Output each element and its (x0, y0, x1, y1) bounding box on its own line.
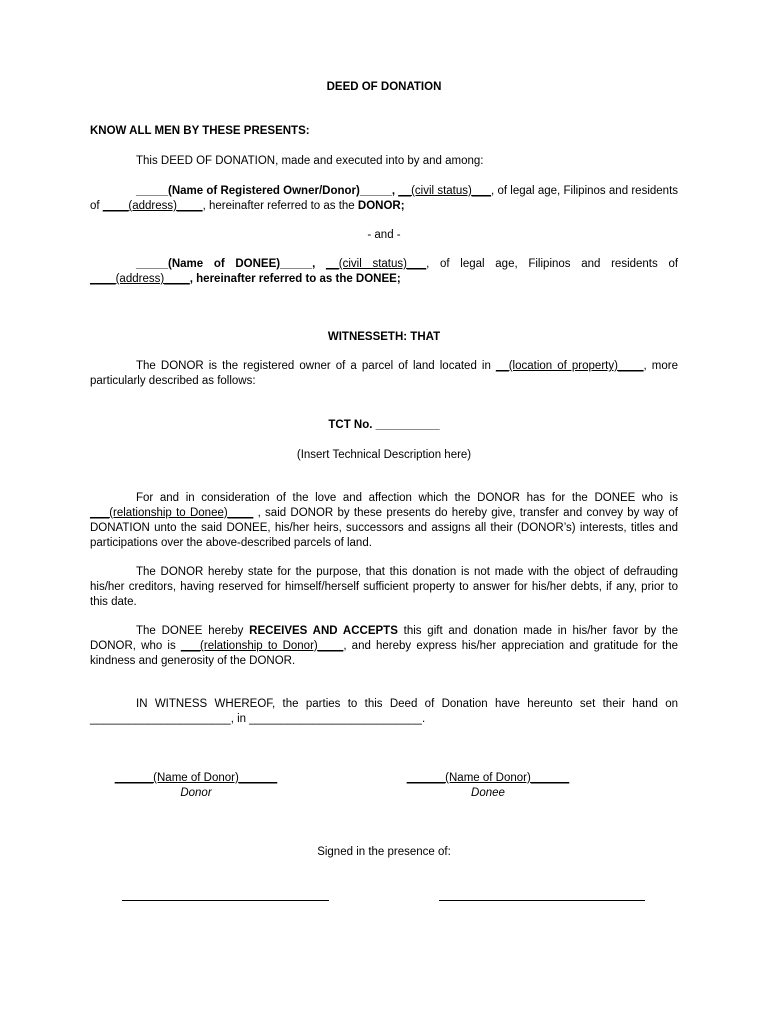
opening-line: KNOW ALL MEN BY THESE PRESENTS: (90, 125, 310, 137)
donor-signature-name: ______(Name of Donor)______ (114, 772, 278, 784)
tct-number: TCT No. __________ (328, 419, 440, 431)
donor-signature-block (86, 771, 306, 801)
purpose-paragraph: The DONOR hereby state for the purpose, that this donation is not made with the object of defrauding his/her creditors, having reserved for himself/herself sufficient property to answer for his/her debts, if any, prior to this date. (90, 566, 678, 608)
donor-signature-role: Donor (180, 787, 212, 799)
donee-signature-role: Donee (471, 787, 505, 799)
acceptance-paragraph: The DONEE hereby RECEIVES AND ACCEPTS this gift and donation made in his/her favor by the DONOR, who is ___(relationship to Donor)____, and hereby express his/her appreciation and gratitude for the kindness and generosity of the DONOR. (90, 625, 678, 667)
donee-party-paragraph: _____(Name of DONEE)_____, __(civil status)___, of legal age, Filipinos and residents of ____(address)____, hereinafter referred to as the DONEE; (90, 258, 679, 285)
date-blank: ______________________ (90, 713, 231, 725)
witness-signature-line-right (439, 900, 645, 901)
place-blank: ___________________________ (249, 713, 422, 725)
consideration-paragraph: For and in consideration of the love and affection which the DONOR has for the DONEE who is ___(relationship to Donee)____ , said DONOR by these presents do hereby give, transfer and convey by way of DONATION unto the said DONEE, his/her heirs, successors and assigns all their (DONOR’s) interests, titles and participations over the above-described parcels of land. (90, 492, 679, 549)
document-title: DEED OF DONATION (326, 81, 442, 93)
witnesseth-heading: WITNESSETH: THAT (327, 331, 441, 343)
technical-description: (Insert Technical Description here) (296, 449, 472, 461)
donor-party-paragraph: _____(Name of Registered Owner/Donor)_____, __(civil status)___, of legal age, Filipinos and residents of ____(address)____, hereinafter referred to as the DONOR; (90, 185, 679, 212)
donee-signature-name: ______(Name of Donor)______ (406, 772, 570, 784)
witness-signature-line-left (122, 900, 329, 901)
presence-line: Signed in the presence of: (317, 846, 451, 858)
witness-paragraph: IN WITNESS WHEREOF, the parties to this Deed of Donation have hereunto set their hand on ______________________, in ___________________________. (90, 698, 678, 725)
property-paragraph: The DONOR is the registered owner of a parcel of land located in __(location of property)____, more particularly described as follows: (90, 360, 678, 387)
donee-signature-block (378, 771, 598, 801)
and-separator: - and - (367, 229, 401, 241)
intro-paragraph: This DEED OF DONATION, made and executed into by and among: (136, 155, 484, 167)
